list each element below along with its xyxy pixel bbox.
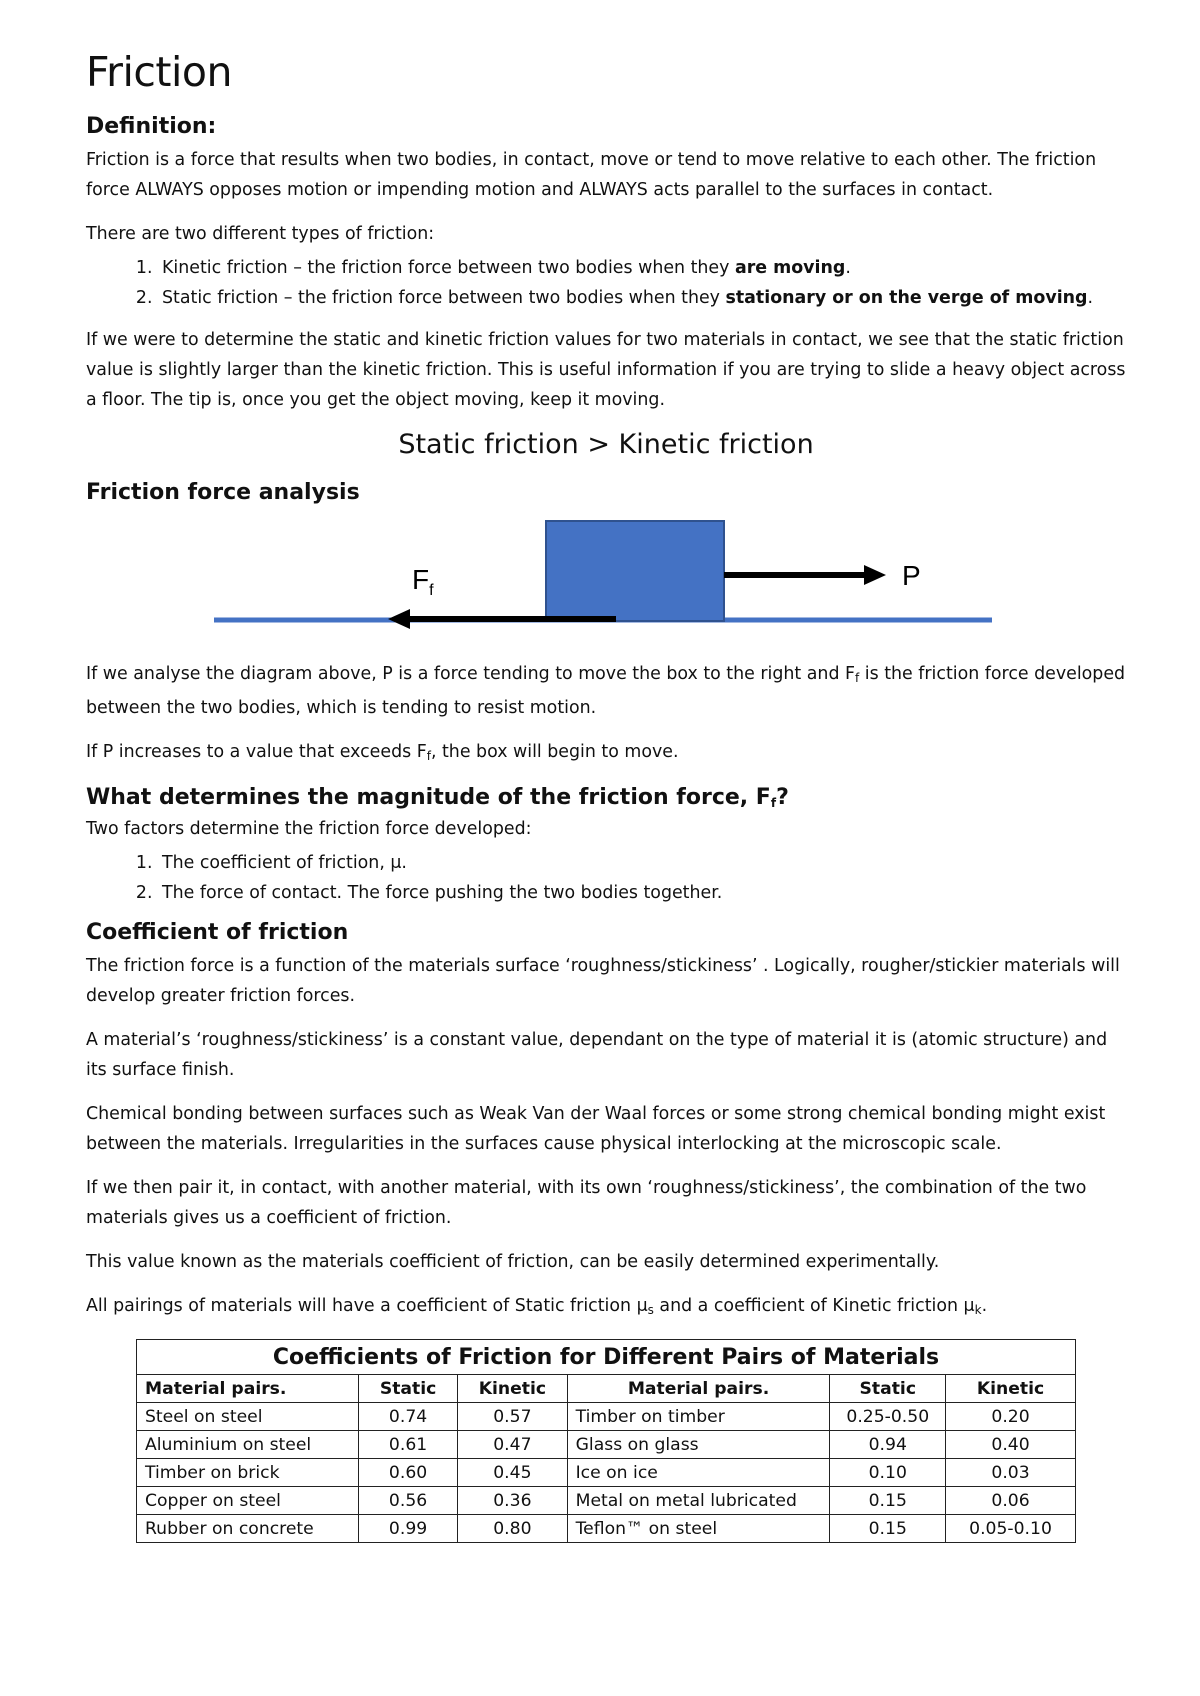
table-cell: 0.74 xyxy=(358,1403,457,1431)
table-cell: Timber on brick xyxy=(137,1459,359,1487)
friction-arrow-head xyxy=(388,609,410,629)
page-title: Friction xyxy=(86,48,232,96)
analysis-heading: Friction force analysis xyxy=(86,480,360,505)
friction-diagram xyxy=(86,513,1126,643)
table-cell: 0.45 xyxy=(458,1459,567,1487)
table-row xyxy=(137,1431,1076,1459)
friction-types-list xyxy=(86,253,1126,313)
table-cell: 0.61 xyxy=(358,1431,457,1459)
table-caption: Coefficients of Friction for Different Pairs of Materials xyxy=(137,1340,1076,1375)
list-item: 2. Static friction – the friction force between two bodies when they stationary or on the verge of moving. xyxy=(158,283,1126,313)
definition-heading: Definition: xyxy=(86,114,217,139)
static-kinetic-paragraph: If we were to determine the static and kinetic friction values for two materials in contact, we see that the static friction value is slightly larger than the kinetic friction. This is useful information if you are trying to slide a heavy object across a floor. The tip is, once you get the object moving, keep it moving. xyxy=(86,330,1126,410)
friction-force-label: $F_f$ xyxy=(412,564,434,599)
table-cell: Aluminium on steel xyxy=(137,1431,359,1459)
push-arrow-head xyxy=(864,565,886,585)
coefficient-paragraph-1: The friction force is a function of the materials surface ‘roughness/stickiness’ . Logically, rougher/stickier materials will develop greater friction forces. xyxy=(86,956,1120,1006)
table-cell: 0.80 xyxy=(458,1515,567,1543)
coefficient-paragraph-3: Chemical bonding between surfaces such as Weak Van der Waal forces or some strong chemical bonding might exist between the materials. Irregularities in the surfaces cause physical interlocking at the microscopic scale. xyxy=(86,1104,1106,1154)
table-cell: Steel on steel xyxy=(137,1403,359,1431)
table-cell: 0.57 xyxy=(458,1403,567,1431)
table-cell: 0.40 xyxy=(946,1431,1076,1459)
table-cell: Copper on steel xyxy=(137,1487,359,1515)
table-header-row xyxy=(137,1375,1076,1403)
list-item: 2. The force of contact. The force pushing the two bodies together. xyxy=(158,878,1126,908)
column-header: Static xyxy=(830,1375,946,1403)
factors-list xyxy=(86,848,1126,908)
definition-paragraph: Friction is a force that results when two bodies, in contact, move or tend to move relative to each other. The friction force ALWAYS opposes motion or impending motion and ALWAYS acts parallel to the surfaces in contact. xyxy=(86,150,1097,200)
analysis-paragraph: If we analyse the diagram above, P is a force tending to move the box to the right and $F_f$ is the friction force developed between the two bodies, which is tending to resist motion. xyxy=(86,664,1126,718)
table-cell: 0.25-0.50 xyxy=(830,1403,946,1431)
friction-coefficients-table xyxy=(136,1339,1076,1543)
factors-intro: Two factors determine the friction force developed: xyxy=(86,819,532,839)
types-intro: There are two different types of friction: xyxy=(86,224,435,244)
table-cell: 0.47 xyxy=(458,1431,567,1459)
move-condition-paragraph: If P increases to a value that exceeds $F_f$, the box will begin to move. xyxy=(86,742,679,763)
push-force-label: P xyxy=(902,560,921,591)
table-cell: 0.10 xyxy=(830,1459,946,1487)
table-row xyxy=(137,1403,1076,1431)
document-page xyxy=(86,40,1126,1543)
table-cell: 0.20 xyxy=(946,1403,1076,1431)
list-item: 1. Kinetic friction – the friction force between two bodies when they are moving. xyxy=(158,253,1126,283)
magnitude-heading: What determines the magnitude of the friction force, $F_f$? xyxy=(86,785,789,810)
table-cell: 0.94 xyxy=(830,1431,946,1459)
table-cell: Rubber on concrete xyxy=(137,1515,359,1543)
table-cell: Glass on glass xyxy=(567,1431,830,1459)
table-cell: 0.03 xyxy=(946,1459,1076,1487)
coefficient-paragraph-5: This value known as the materials coefficient of friction, can be easily determined experimentally. xyxy=(86,1252,940,1272)
column-header: Kinetic xyxy=(458,1375,567,1403)
table-cell: 0.05-0.10 xyxy=(946,1515,1076,1543)
list-item: 1. The coefficient of friction, μ. xyxy=(158,848,1126,878)
coefficient-heading: Coefficient of friction xyxy=(86,920,349,945)
table-cell: 0.06 xyxy=(946,1487,1076,1515)
table-cell: 0.99 xyxy=(358,1515,457,1543)
box xyxy=(546,521,724,621)
table-cell: Metal on metal lubricated xyxy=(567,1487,830,1515)
column-header: Static xyxy=(358,1375,457,1403)
table-cell: Timber on timber xyxy=(567,1403,830,1431)
table-row xyxy=(137,1459,1076,1487)
column-header: Material pairs. xyxy=(567,1375,830,1403)
static-vs-kinetic-statement: Static friction > Kinetic friction xyxy=(398,429,814,460)
table-cell: 0.60 xyxy=(358,1459,457,1487)
table-cell: 0.15 xyxy=(830,1515,946,1543)
table-row xyxy=(137,1487,1076,1515)
column-header: Kinetic xyxy=(946,1375,1076,1403)
table-cell: Teflon™ on steel xyxy=(567,1515,830,1543)
column-header: Material pairs. xyxy=(137,1375,359,1403)
table-cell: 0.15 xyxy=(830,1487,946,1515)
coefficient-paragraph-2: A material’s ‘roughness/stickiness’ is a constant value, dependant on the type of material it is (atomic structure) and its surface finish. xyxy=(86,1030,1108,1080)
coefficient-paragraph-4: If we then pair it, in contact, with another material, with its own ‘roughness/stickiness’, the combination of the two materials gives us a coefficient of friction. xyxy=(86,1178,1087,1228)
table-cell: 0.36 xyxy=(458,1487,567,1515)
table-row xyxy=(137,1515,1076,1543)
table-cell: 0.56 xyxy=(358,1487,457,1515)
table-cell: Ice on ice xyxy=(567,1459,830,1487)
coefficient-paragraph-6: All pairings of materials will have a coefficient of Static friction $\mu_s$ and a coefficient of Kinetic friction $\mu_k$. xyxy=(86,1296,988,1317)
friction-diagram-svg xyxy=(86,513,1126,643)
